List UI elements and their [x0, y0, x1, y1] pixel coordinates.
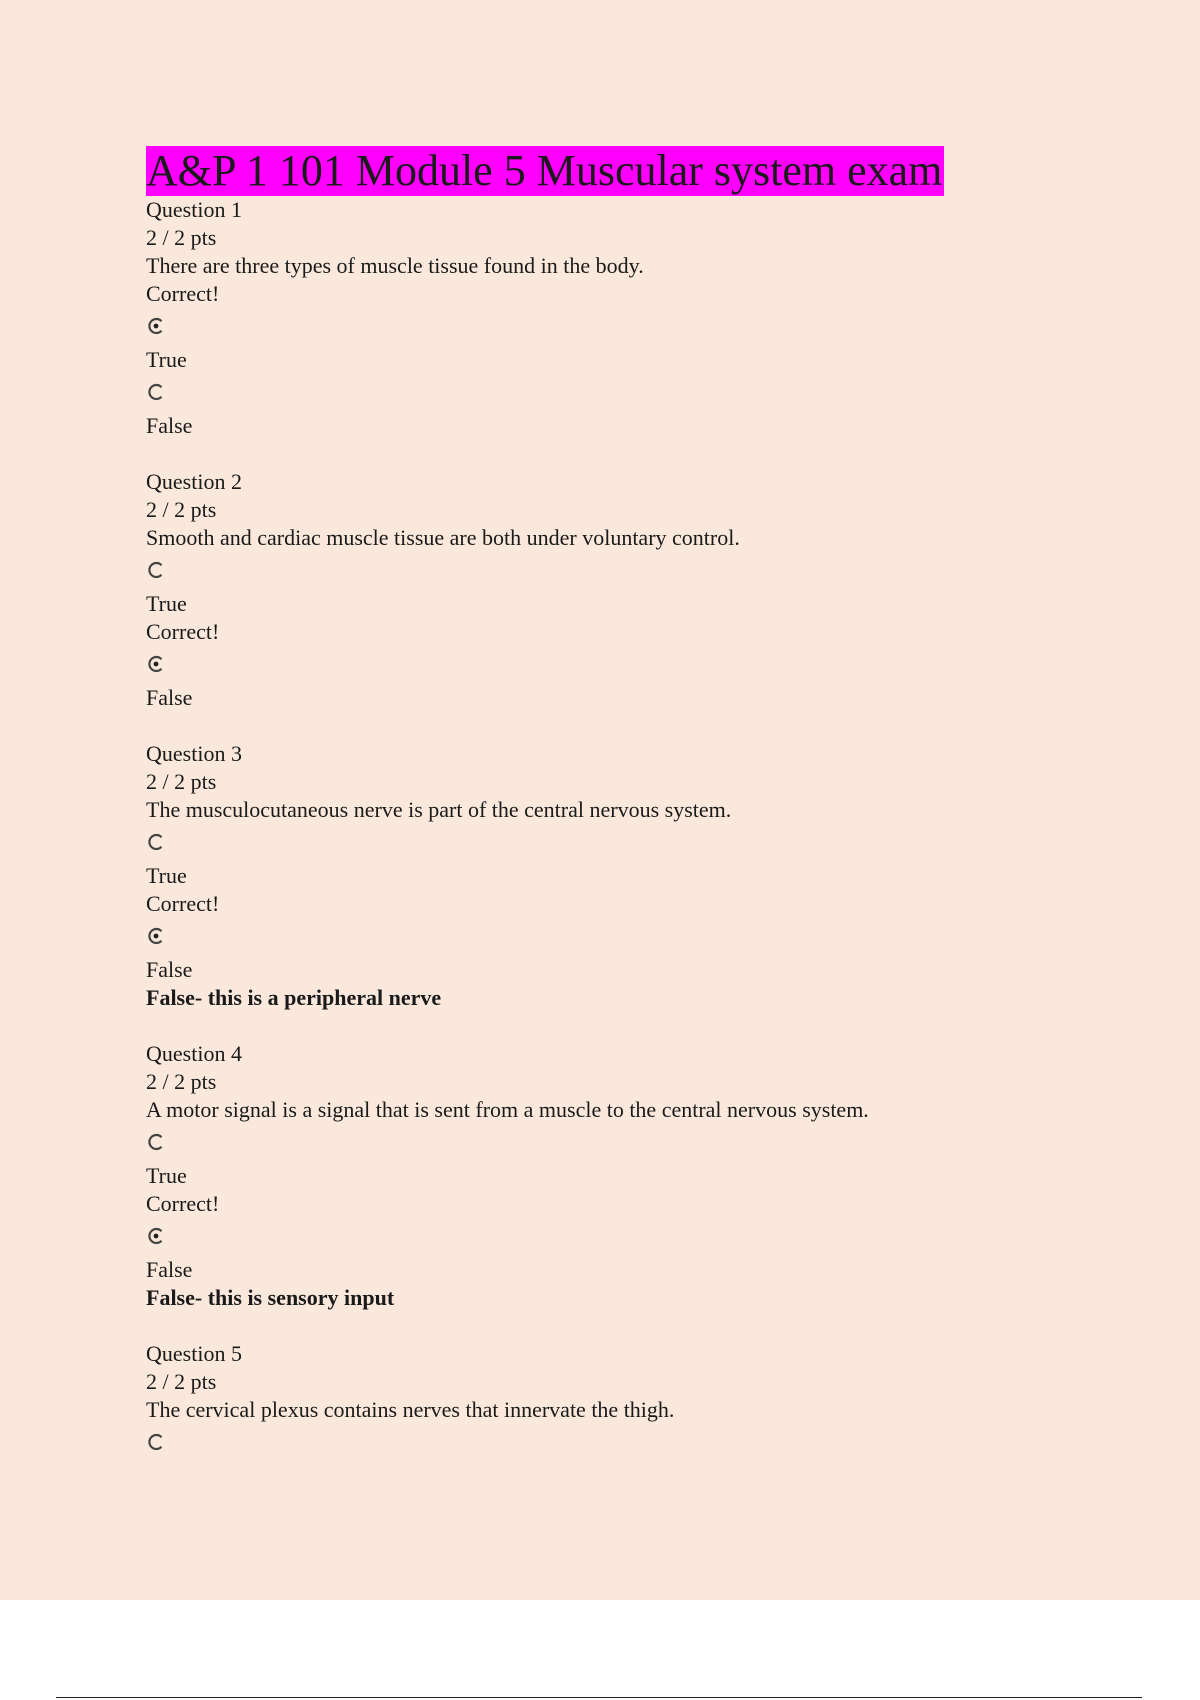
- option-false[interactable]: False: [146, 1257, 193, 1282]
- option-true[interactable]: True: [146, 1163, 187, 1188]
- question-label: Question 4: [146, 1041, 242, 1066]
- option-false[interactable]: False: [146, 685, 193, 710]
- radio-unselected-icon[interactable]: [147, 383, 165, 401]
- option-true[interactable]: True: [146, 591, 187, 616]
- question-3: [146, 740, 1066, 1012]
- question-4: [146, 1040, 1066, 1312]
- correct-marker: Correct!: [146, 891, 220, 916]
- option-true[interactable]: True: [146, 347, 187, 372]
- page-title: A&P 1 101 Module 5 Muscular system exam: [146, 146, 943, 195]
- question-points: 2 / 2 pts: [146, 225, 217, 250]
- question-1: [146, 196, 1066, 440]
- footer-divider: [56, 1697, 1142, 1698]
- exam-content: [146, 146, 1066, 1462]
- question-label: Question 5: [146, 1341, 242, 1366]
- radio-unselected-icon[interactable]: [147, 1133, 165, 1151]
- question-points: 2 / 2 pts: [146, 769, 217, 794]
- radio-unselected-icon[interactable]: [147, 561, 165, 579]
- question-text: A motor signal is a signal that is sent from a muscle to the central nervous system.: [146, 1097, 869, 1122]
- question-label: Question 2: [146, 469, 242, 494]
- question-label: Question 1: [146, 197, 242, 222]
- option-false[interactable]: False: [146, 957, 193, 982]
- answer-explanation: False- this is a peripheral nerve: [146, 985, 442, 1010]
- radio-selected-icon[interactable]: [147, 1227, 165, 1245]
- radio-selected-icon[interactable]: [147, 317, 165, 335]
- question-text: The cervical plexus contains nerves that innervate the thigh.: [146, 1397, 675, 1422]
- radio-unselected-icon[interactable]: [147, 1433, 165, 1451]
- option-true[interactable]: True: [146, 863, 187, 888]
- question-text: The musculocutaneous nerve is part of the central nervous system.: [146, 797, 732, 822]
- question-points: 2 / 2 pts: [146, 497, 217, 522]
- question-label: Question 3: [146, 741, 242, 766]
- radio-selected-icon[interactable]: [147, 927, 165, 945]
- correct-marker: Correct!: [146, 1191, 220, 1216]
- question-text: There are three types of muscle tissue found in the body. Correct!: [146, 253, 644, 306]
- correct-marker: Correct!: [146, 619, 220, 644]
- question-points: 2 / 2 pts: [146, 1069, 217, 1094]
- radio-selected-icon[interactable]: [147, 655, 165, 673]
- answer-explanation: False- this is sensory input: [146, 1285, 395, 1310]
- question-points: 2 / 2 pts: [146, 1369, 217, 1394]
- question-2: [146, 468, 1066, 712]
- option-false[interactable]: False: [146, 413, 193, 438]
- question-text: Smooth and cardiac muscle tissue are both under voluntary control.: [146, 525, 740, 550]
- question-5: [146, 1340, 1066, 1451]
- radio-unselected-icon[interactable]: [147, 833, 165, 851]
